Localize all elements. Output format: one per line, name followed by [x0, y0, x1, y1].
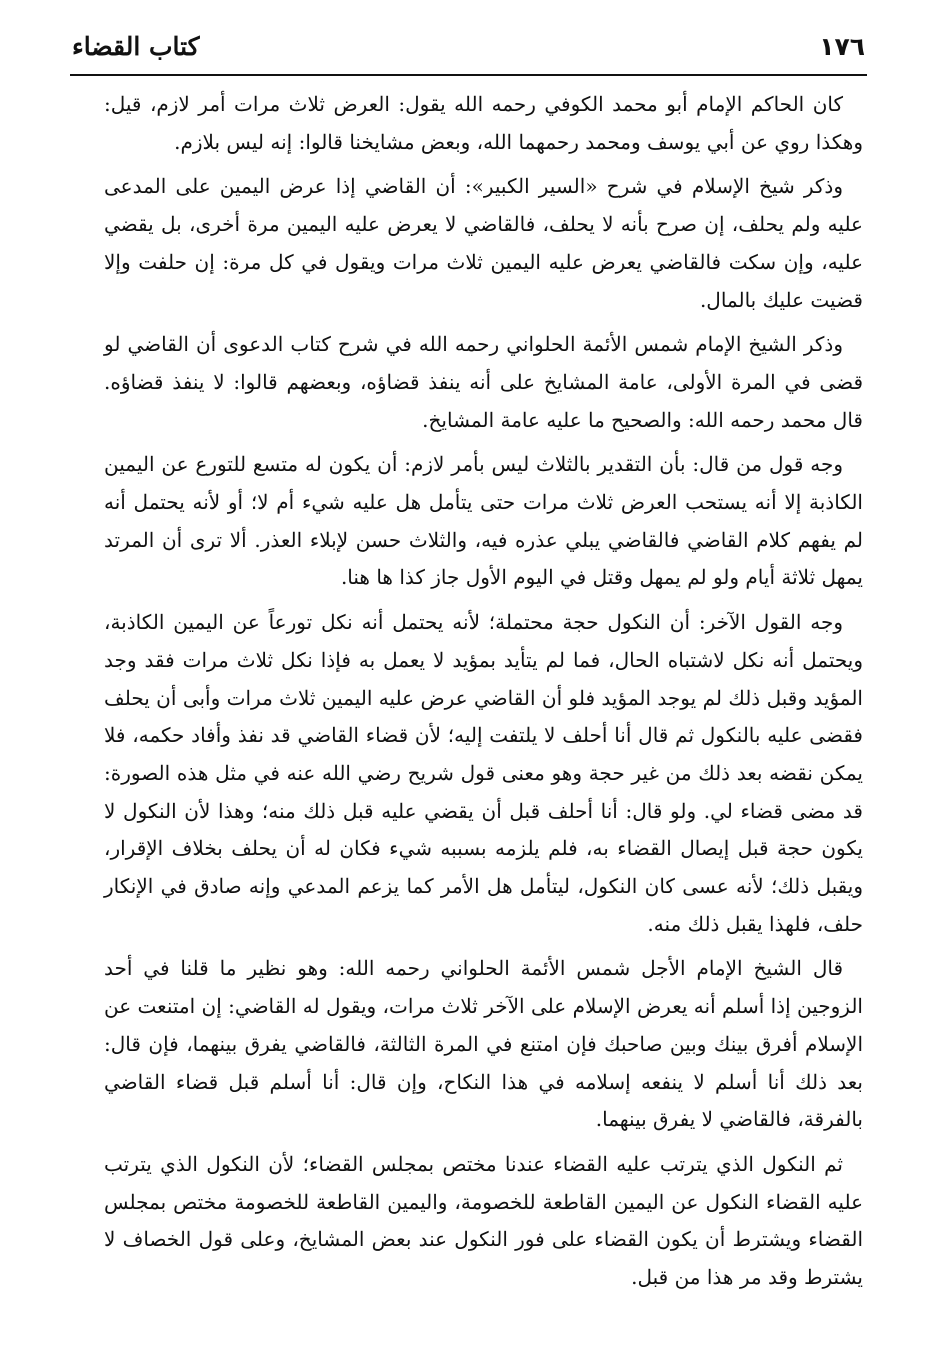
paragraph-6: قال الشيخ الإمام الأجل شمس الأئمة الحلواني رحمه الله: وهو نظير ما قلنا في أحد الزوجين إذا أسلم أنه يعرض الإسلام على الآخر ثلاث مرات، ويقول له القاضي: إن امتنعت عن الإسلام أفرق بينك وبين صاحبك فإن امتنع في المرة الثالثة، فالقاضي يفرق بينهما، فإن قال: بعد ذلك أنا أسلم لا ينفعه إسلامه في هذا النكاح، وإن قال: أنا أسلم قبل قضاء القاضي بالفرقة، فالقاضي لا يفرق بينهما. — [104, 956, 863, 1132]
page-header — [72, 28, 865, 74]
paragraph-3: وذكر الشيخ الإمام شمس الأئمة الحلواني رحمه الله في شرح كتاب الدعوى أن القاضي لو قضى في المرة الأولى، عامة المشايخ على أنه ينفذ قضاؤه، وبعضهم قالوا: لا ينفذ قضاؤه. قال محمد رحمه الله: والصحيح ما عليه عامة المشايخ. — [104, 332, 863, 432]
paragraph-7: ثم النكول الذي يترتب عليه القضاء عندنا مختص بمجلس القضاء؛ لأن النكول الذي يترتب عليه القضاء النكول عن اليمين القاطعة للخصومة، واليمين القاطعة للخصومة مختص بمجلس القضاء ويشترط أن يكون القضاء على فور النكول عند بعض المشايخ، وعلى قول الخصاف لا يشترط وقد مر هذا من قبل. — [104, 1151, 863, 1290]
paragraph-5: وجه القول الآخر: أن النكول حجة محتملة؛ لأنه يحتمل أنه نكل تورعاً عن اليمين الكاذبة، ويحتمل أنه نكل لاشتباه الحال، فما لم يتأيد بمؤيد لا يعمل به فإذا نكل ثلاث مرات فقد وجد المؤيد وقبل ذلك لم يوجد المؤيد فلو أن القاضي عرض عليه اليمين ثلاث مرات وأبى أن يحلف فقضى عليه بالنكول ثم قال أنا أحلف لا يلتفت إليه؛ لأن قضاء القاضي قد نفذ وأفاد حكمه، فلا يمكن نقضه بعد ذلك من غير حجة وهو معنى قول شريح رضي الله عنه في مثل هذه الصورة: قد مضى قضاء لي. ولو قال: أنا أحلف قبل أن يقضي عليه قبل ذلك منه؛ وهذا لأن النكول لا يكون حجة قبل إيصال القضاء به، فلم يلزمه بسببه شيء فكان له أن يحلف بخلاف الإقرار، ويقبل ذلك؛ لأنه عسى كان النكول، ليتأمل هل الأمر كما يزعم المدعي وإنه صادق في الإنكار حلف، فلهذا يقبل ذلك منه. — [104, 610, 863, 936]
page-number: ١٧٦ — [819, 32, 865, 61]
paragraph-4: وجه قول من قال: بأن التقدير بالثلاث ليس بأمر لازم: أن يكون له متسع للتورع عن اليمين الكاذبة إلا أنه يستحب العرض ثلاث مرات حتى يتأمل هل عليه شيء أم لا؛ أو لأنه يحتمل أنه لم يفهم كلام القاضي فالقاضي يبلي عذره فيه، والثلاث حسن لإبلاء العذر. ألا ترى أن المرتد يمهل ثلاثة أيام ولو لم يمهل وقتل في اليوم الأول جاز كذا ها هنا. — [104, 452, 864, 590]
header-rule — [70, 74, 867, 76]
paragraph-2: وذكر شيخ الإسلام في شرح «السير الكبير»: أن القاضي إذا عرض اليمين على المدعى عليه ولم يحلف، إن صرح بأنه لا يحلف، فالقاضي لا يعرض عليه اليمين مرة أخرى، بل يقضي عليه، وإن سكت فالقاضي يعرض عليه اليمين ثلاث مرات ويقول في كل مرة: إن حلفت وإلا قضيت عليك بالمال. — [104, 174, 863, 312]
body-text — [104, 86, 863, 1304]
paragraph-1: كان الحاكم الإمام أبو محمد الكوفي رحمه الله يقول: العرض ثلاث مرات أمر لازم، قيل: وهكذا روي عن أبي يوسف ومحمد رحمهما الله، وبعض مشايخنا قالوا: إنه ليس بلازم. — [104, 92, 863, 154]
running-title: كتاب القضاء — [72, 32, 200, 61]
